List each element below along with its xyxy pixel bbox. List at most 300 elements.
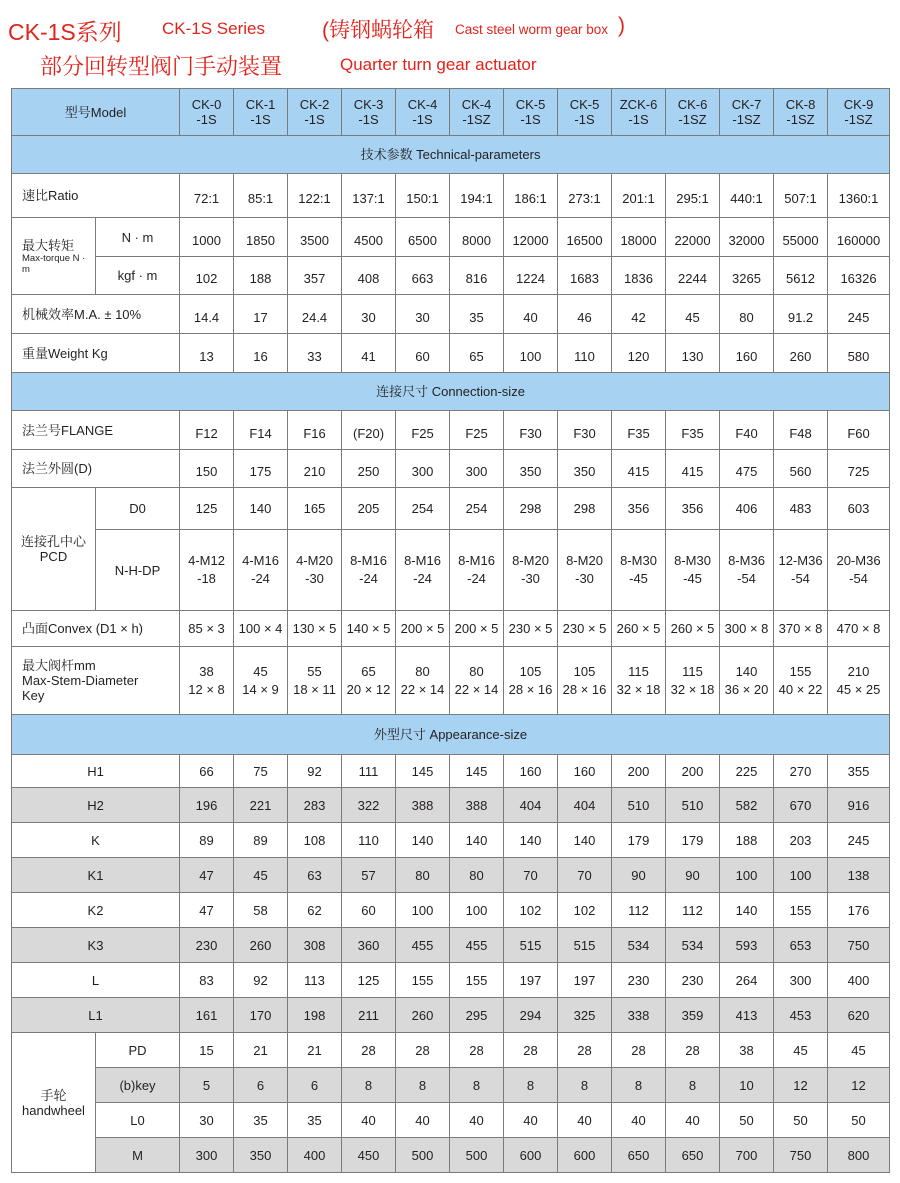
- model-name: CK-1 -1S: [234, 89, 288, 136]
- appearance-value: 145: [396, 755, 450, 788]
- convex-value: 100 × 4: [234, 611, 288, 647]
- pcd-nhdp-value: 8-M16 -24: [396, 530, 450, 611]
- handwheel-value: 28: [450, 1033, 504, 1068]
- handwheel-row: [12, 1103, 890, 1138]
- handwheel-value: 600: [504, 1138, 558, 1173]
- appearance-value: 155: [450, 963, 504, 998]
- product-type-en: Cast steel worm gear box: [455, 22, 609, 37]
- appearance-value: 70: [558, 858, 612, 893]
- pcd-nhdp-value: 4-M20 -30: [288, 530, 342, 611]
- efficiency-label: 机械效率M.A. ± 10%: [12, 295, 180, 334]
- handwheel-value: 8: [450, 1068, 504, 1103]
- torque-kgf-value: 357: [288, 257, 342, 295]
- pcd-nhdp-value: 8-M16 -24: [450, 530, 504, 611]
- handwheel-sub-label: M: [96, 1138, 180, 1173]
- appearance-value: 92: [288, 755, 342, 788]
- stem-label: [12, 647, 180, 715]
- ratio-value: 194:1: [450, 174, 504, 218]
- appearance-value: 200: [666, 755, 720, 788]
- model-name: CK-7 -1SZ: [720, 89, 774, 136]
- convex-value: 200 × 5: [396, 611, 450, 647]
- section-connection: 连接尺寸 Connection-size: [12, 373, 890, 411]
- weight-row: [12, 334, 890, 373]
- appearance-row: [12, 963, 890, 998]
- pcd-label-line: PCD: [39, 549, 68, 564]
- pcd-nhdp-value: 12-M36 -54: [774, 530, 828, 611]
- torque-nm-value: 160000: [828, 218, 890, 257]
- flange-value: F35: [612, 411, 666, 450]
- pcd-d0-value: 298: [558, 488, 612, 530]
- appearance-value: 355: [828, 755, 890, 788]
- appearance-value: 260: [234, 928, 288, 963]
- torque-nm-value: 3500: [288, 218, 342, 257]
- model-label: 型号Model: [12, 89, 180, 136]
- appearance-value: 360: [342, 928, 396, 963]
- handwheel-value: 40: [504, 1103, 558, 1138]
- torque-nm-value: 1850: [234, 218, 288, 257]
- header-row: [12, 89, 890, 136]
- model-name: CK-5 -1S: [558, 89, 612, 136]
- handwheel-sub-label: (b)key: [96, 1068, 180, 1103]
- pcd-d0-value: 603: [828, 488, 890, 530]
- efficiency-value: 245: [828, 295, 890, 334]
- stem-value: 155 40 × 22: [774, 647, 828, 715]
- pcd-label-line: 连接孔中心: [20, 534, 86, 549]
- convex-value: 130 × 5: [288, 611, 342, 647]
- handwheel-value: 650: [612, 1138, 666, 1173]
- efficiency-value: 45: [666, 295, 720, 334]
- ratio-value: 186:1: [504, 174, 558, 218]
- flange-value: F14: [234, 411, 288, 450]
- flange-value: F48: [774, 411, 828, 450]
- flange-d-value: 415: [666, 450, 720, 488]
- appearance-value: 140: [504, 823, 558, 858]
- convex-value: 300 × 8: [720, 611, 774, 647]
- efficiency-value: 80: [720, 295, 774, 334]
- torque-kgf-value: 16326: [828, 257, 890, 295]
- stem-value: 105 28 × 16: [504, 647, 558, 715]
- appearance-label: K2: [12, 893, 180, 928]
- weight-value: 16: [234, 334, 288, 373]
- handwheel-value: 35: [234, 1103, 288, 1138]
- handwheel-sub-label: L0: [96, 1103, 180, 1138]
- torque-nm-value: 4500: [342, 218, 396, 257]
- appearance-value: 66: [180, 755, 234, 788]
- flange-d-value: 210: [288, 450, 342, 488]
- appearance-value: 510: [666, 788, 720, 823]
- flange-value: F25: [450, 411, 504, 450]
- stem-value: 38 12 × 8: [180, 647, 234, 715]
- appearance-value: 260: [396, 998, 450, 1033]
- convex-value: 230 × 5: [558, 611, 612, 647]
- stem-value: 140 36 × 20: [720, 647, 774, 715]
- handwheel-value: 300: [180, 1138, 234, 1173]
- handwheel-row: [12, 1068, 890, 1103]
- ratio-value: 122:1: [288, 174, 342, 218]
- appearance-value: 198: [288, 998, 342, 1033]
- appearance-row: [12, 893, 890, 928]
- torque-kgf-value: 816: [450, 257, 504, 295]
- flange-value: (F20): [342, 411, 396, 450]
- appearance-value: 620: [828, 998, 890, 1033]
- weight-value: 160: [720, 334, 774, 373]
- appearance-value: 100: [396, 893, 450, 928]
- flange-d-row: [12, 450, 890, 488]
- handwheel-value: 650: [666, 1138, 720, 1173]
- ratio-label: 速比Ratio: [12, 174, 180, 218]
- appearance-label: K3: [12, 928, 180, 963]
- torque-kgf-unit: kgf · m: [96, 257, 180, 295]
- appearance-value: 510: [612, 788, 666, 823]
- appearance-value: 325: [558, 998, 612, 1033]
- convex-label: 凸面Convex (D1 × h): [12, 611, 180, 647]
- pcd-nhdp-row: [12, 530, 890, 611]
- appearance-row: [12, 755, 890, 788]
- weight-value: 33: [288, 334, 342, 373]
- weight-value: 110: [558, 334, 612, 373]
- flange-d-value: 350: [504, 450, 558, 488]
- torque-nm-value: 55000: [774, 218, 828, 257]
- appearance-value: 211: [342, 998, 396, 1033]
- pcd-d0-value: 205: [342, 488, 396, 530]
- model-name: CK-5 -1S: [504, 89, 558, 136]
- handwheel-value: 8: [504, 1068, 558, 1103]
- stem-value: 80 22 × 14: [450, 647, 504, 715]
- torque-nm-value: 1000: [180, 218, 234, 257]
- appearance-value: 179: [666, 823, 720, 858]
- ratio-value: 150:1: [396, 174, 450, 218]
- series-title-en: CK-1S Series: [162, 19, 265, 38]
- pcd-nhdp-value: 20-M36 -54: [828, 530, 890, 611]
- appearance-row: [12, 998, 890, 1033]
- appearance-value: 322: [342, 788, 396, 823]
- pcd-nhdp-value: 8-M36 -54: [720, 530, 774, 611]
- flange-value: F30: [504, 411, 558, 450]
- handwheel-value: 6: [288, 1068, 342, 1103]
- appearance-value: 404: [504, 788, 558, 823]
- handwheel-value: 28: [396, 1033, 450, 1068]
- handwheel-value: 750: [774, 1138, 828, 1173]
- appearance-value: 145: [450, 755, 504, 788]
- appearance-value: 455: [396, 928, 450, 963]
- stem-value: 210 45 × 25: [828, 647, 890, 715]
- handwheel-value: 28: [504, 1033, 558, 1068]
- appearance-value: 221: [234, 788, 288, 823]
- handwheel-value: 40: [450, 1103, 504, 1138]
- pcd-nhdp-value: 4-M12 -18: [180, 530, 234, 611]
- stem-value: 115 32 × 18: [612, 647, 666, 715]
- handwheel-value: 10: [720, 1068, 774, 1103]
- stem-value: 105 28 × 16: [558, 647, 612, 715]
- handwheel-value: 8: [396, 1068, 450, 1103]
- appearance-label: L: [12, 963, 180, 998]
- weight-value: 130: [666, 334, 720, 373]
- appearance-label: H2: [12, 788, 180, 823]
- appearance-value: 47: [180, 893, 234, 928]
- appearance-value: 70: [504, 858, 558, 893]
- appearance-value: 283: [288, 788, 342, 823]
- handwheel-value: 8: [558, 1068, 612, 1103]
- convex-value: 85 × 3: [180, 611, 234, 647]
- torque-nm-value: 12000: [504, 218, 558, 257]
- appearance-value: 203: [774, 823, 828, 858]
- appearance-row: [12, 788, 890, 823]
- appearance-value: 295: [450, 998, 504, 1033]
- flange-d-value: 560: [774, 450, 828, 488]
- handwheel-value: 40: [612, 1103, 666, 1138]
- handwheel-value: 35: [288, 1103, 342, 1138]
- appearance-value: 140: [558, 823, 612, 858]
- appearance-value: 582: [720, 788, 774, 823]
- flange-d-value: 175: [234, 450, 288, 488]
- torque-nm-value: 22000: [666, 218, 720, 257]
- appearance-value: 197: [558, 963, 612, 998]
- appearance-value: 108: [288, 823, 342, 858]
- appearance-value: 100: [450, 893, 504, 928]
- handwheel-value: 40: [342, 1103, 396, 1138]
- torque-kgf-value: 408: [342, 257, 396, 295]
- stem-value: 55 18 × 11: [288, 647, 342, 715]
- appearance-label: K1: [12, 858, 180, 893]
- appearance-value: 90: [666, 858, 720, 893]
- pcd-nhdp-value: 8-M20 -30: [504, 530, 558, 611]
- product-type-cn: (铸钢蜗轮箱: [322, 19, 434, 42]
- pcd-d0-value: 254: [396, 488, 450, 530]
- handwheel-value: 12: [828, 1068, 890, 1103]
- torque-kgf-row: [12, 257, 890, 295]
- handwheel-value: 400: [288, 1138, 342, 1173]
- appearance-value: 916: [828, 788, 890, 823]
- section-appearance: 外型尺寸 Appearance-size: [12, 715, 890, 755]
- handwheel-value: 8: [342, 1068, 396, 1103]
- handwheel-value: 5: [180, 1068, 234, 1103]
- appearance-value: 155: [396, 963, 450, 998]
- section-row: [12, 715, 890, 755]
- handwheel-value: 28: [666, 1033, 720, 1068]
- appearance-value: 161: [180, 998, 234, 1033]
- appearance-value: 359: [666, 998, 720, 1033]
- appearance-value: 308: [288, 928, 342, 963]
- model-name: CK-0 -1S: [180, 89, 234, 136]
- torque-label-line: Max-torque N · m: [22, 252, 86, 275]
- ratio-row: [12, 174, 890, 218]
- handwheel-sub-label: PD: [96, 1033, 180, 1068]
- efficiency-value: 17: [234, 295, 288, 334]
- weight-value: 120: [612, 334, 666, 373]
- appearance-value: 300: [774, 963, 828, 998]
- weight-value: 580: [828, 334, 890, 373]
- pcd-d0-value: 406: [720, 488, 774, 530]
- section-row: [12, 136, 890, 174]
- handwheel-value: 8: [612, 1068, 666, 1103]
- appearance-value: 230: [666, 963, 720, 998]
- torque-kgf-value: 102: [180, 257, 234, 295]
- stem-label-line: Key: [22, 688, 45, 703]
- appearance-value: 188: [720, 823, 774, 858]
- appearance-value: 140: [396, 823, 450, 858]
- stem-value: 65 20 × 12: [342, 647, 396, 715]
- appearance-value: 60: [342, 893, 396, 928]
- torque-kgf-value: 1836: [612, 257, 666, 295]
- pcd-d0-value: 125: [180, 488, 234, 530]
- handwheel-value: 500: [396, 1138, 450, 1173]
- handwheel-label-line: 手轮: [40, 1087, 67, 1103]
- weight-value: 260: [774, 334, 828, 373]
- flange-value: F25: [396, 411, 450, 450]
- flange-d-value: 300: [450, 450, 504, 488]
- flange-value: F16: [288, 411, 342, 450]
- flange-value: F30: [558, 411, 612, 450]
- appearance-value: 388: [450, 788, 504, 823]
- appearance-value: 100: [720, 858, 774, 893]
- appearance-value: 110: [342, 823, 396, 858]
- appearance-value: 653: [774, 928, 828, 963]
- ratio-value: 137:1: [342, 174, 396, 218]
- convex-value: 260 × 5: [666, 611, 720, 647]
- appearance-value: 179: [612, 823, 666, 858]
- torque-kgf-value: 3265: [720, 257, 774, 295]
- ratio-value: 201:1: [612, 174, 666, 218]
- handwheel-value: 800: [828, 1138, 890, 1173]
- pcd-nhdp-value: 8-M30 -45: [612, 530, 666, 611]
- ratio-value: 85:1: [234, 174, 288, 218]
- handwheel-value: 28: [612, 1033, 666, 1068]
- handwheel-row: [12, 1033, 890, 1068]
- weight-value: 65: [450, 334, 504, 373]
- convex-value: 470 × 8: [828, 611, 890, 647]
- appearance-value: 138: [828, 858, 890, 893]
- appearance-value: 225: [720, 755, 774, 788]
- model-name: CK-8 -1SZ: [774, 89, 828, 136]
- appearance-value: 534: [666, 928, 720, 963]
- flange-d-label: 法兰外圆(D): [12, 450, 180, 488]
- efficiency-value: 42: [612, 295, 666, 334]
- section-row: [12, 373, 890, 411]
- pcd-d0-value: 165: [288, 488, 342, 530]
- torque-nm-unit: N · m: [96, 218, 180, 257]
- appearance-value: 230: [180, 928, 234, 963]
- flange-row: [12, 411, 890, 450]
- handwheel-label: [12, 1033, 96, 1173]
- torque-kgf-value: 2244: [666, 257, 720, 295]
- efficiency-value: 46: [558, 295, 612, 334]
- pcd-d0-row: [12, 488, 890, 530]
- efficiency-value: 30: [396, 295, 450, 334]
- pcd-label: [12, 488, 96, 611]
- handwheel-value: 38: [720, 1033, 774, 1068]
- flange-d-value: 250: [342, 450, 396, 488]
- subtitle-en: Quarter turn gear actuator: [340, 55, 537, 74]
- pcd-d0-value: 356: [612, 488, 666, 530]
- torque-nm-value: 6500: [396, 218, 450, 257]
- stem-label-line: Max-Stem-Diameter: [22, 673, 139, 688]
- product-type-close-paren: ): [618, 14, 625, 37]
- pcd-d0-value: 483: [774, 488, 828, 530]
- appearance-value: 404: [558, 788, 612, 823]
- handwheel-value: 21: [288, 1033, 342, 1068]
- appearance-value: 670: [774, 788, 828, 823]
- torque-kgf-value: 5612: [774, 257, 828, 295]
- flange-d-value: 300: [396, 450, 450, 488]
- appearance-value: 112: [612, 893, 666, 928]
- flange-value: F40: [720, 411, 774, 450]
- handwheel-value: 28: [342, 1033, 396, 1068]
- pcd-d0-value: 140: [234, 488, 288, 530]
- weight-label: 重量Weight Kg: [12, 334, 180, 373]
- ratio-value: 440:1: [720, 174, 774, 218]
- appearance-value: 196: [180, 788, 234, 823]
- convex-row: [12, 611, 890, 647]
- pcd-nhdp-label: N-H-DP: [96, 530, 180, 611]
- appearance-value: 45: [234, 858, 288, 893]
- ratio-value: 295:1: [666, 174, 720, 218]
- appearance-value: 63: [288, 858, 342, 893]
- torque-nm-value: 32000: [720, 218, 774, 257]
- appearance-value: 338: [612, 998, 666, 1033]
- appearance-value: 160: [558, 755, 612, 788]
- torque-label-line: 最大转矩: [22, 237, 75, 253]
- efficiency-value: 14.4: [180, 295, 234, 334]
- handwheel-value: 30: [180, 1103, 234, 1138]
- appearance-value: 111: [342, 755, 396, 788]
- handwheel-value: 8: [666, 1068, 720, 1103]
- appearance-value: 200: [612, 755, 666, 788]
- appearance-value: 515: [558, 928, 612, 963]
- pcd-d0-value: 298: [504, 488, 558, 530]
- appearance-value: 80: [450, 858, 504, 893]
- handwheel-value: 350: [234, 1138, 288, 1173]
- model-name: CK-9 -1SZ: [828, 89, 890, 136]
- torque-kgf-value: 1224: [504, 257, 558, 295]
- weight-value: 13: [180, 334, 234, 373]
- appearance-row: [12, 858, 890, 893]
- handwheel-value: 12: [774, 1068, 828, 1103]
- model-name: CK-4 -1SZ: [450, 89, 504, 136]
- appearance-value: 455: [450, 928, 504, 963]
- efficiency-value: 40: [504, 295, 558, 334]
- efficiency-value: 24.4: [288, 295, 342, 334]
- appearance-value: 453: [774, 998, 828, 1033]
- handwheel-row: [12, 1138, 890, 1173]
- flange-value: F12: [180, 411, 234, 450]
- torque-kgf-value: 188: [234, 257, 288, 295]
- appearance-value: 197: [504, 963, 558, 998]
- appearance-value: 125: [342, 963, 396, 998]
- section-tech: 技术参数 Technical-parameters: [12, 136, 890, 174]
- appearance-value: 62: [288, 893, 342, 928]
- flange-d-value: 415: [612, 450, 666, 488]
- appearance-value: 102: [558, 893, 612, 928]
- appearance-value: 92: [234, 963, 288, 998]
- flange-d-value: 725: [828, 450, 890, 488]
- flange-d-value: 150: [180, 450, 234, 488]
- appearance-value: 100: [774, 858, 828, 893]
- handwheel-value: 15: [180, 1033, 234, 1068]
- ratio-value: 1360:1: [828, 174, 890, 218]
- appearance-value: 534: [612, 928, 666, 963]
- appearance-value: 400: [828, 963, 890, 998]
- ratio-value: 507:1: [774, 174, 828, 218]
- stem-label-line: 最大阀杆mm: [22, 658, 96, 673]
- handwheel-value: 450: [342, 1138, 396, 1173]
- handwheel-value: 50: [774, 1103, 828, 1138]
- appearance-value: 113: [288, 963, 342, 998]
- appearance-value: 47: [180, 858, 234, 893]
- weight-value: 60: [396, 334, 450, 373]
- appearance-row: [12, 823, 890, 858]
- efficiency-value: 91.2: [774, 295, 828, 334]
- torque-nm-row: [12, 218, 890, 257]
